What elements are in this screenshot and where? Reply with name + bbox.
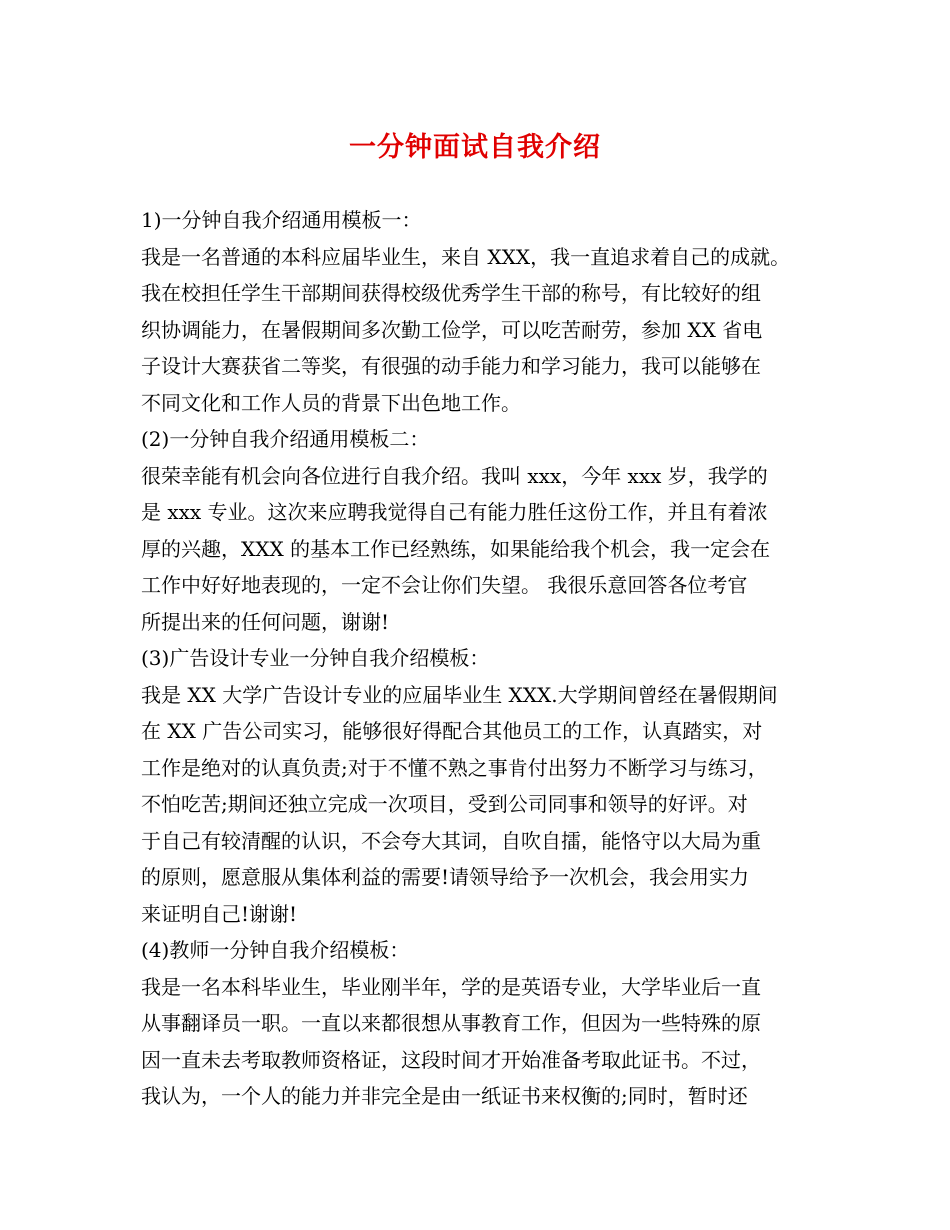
document-body	[141, 202, 831, 1115]
body-line: 于自己有较清醒的认识，不会夸大其词，自吹自擂，能恪守以大局为重	[141, 828, 761, 853]
body-line: 子设计大赛获省二等奖，有很强的动手能力和学习能力，我可以能够在	[141, 354, 761, 378]
body-line: 织协调能力，在暑假期间多次勤工俭学，可以吃苦耐劳，参加 XX 省电	[141, 317, 763, 342]
body-line: 工作中好好地表现的，一定不会让你们失望。 我很乐意回答各位考官	[141, 573, 748, 597]
body-line: 1)一分钟自我介绍通用模板一：	[141, 208, 422, 232]
body-line: 很荣幸能有机会向各位进行自我介绍。我叫 xxx，今年 xxx 岁，我学的	[141, 463, 768, 488]
body-line: 来证明自己!谢谢!	[141, 901, 298, 926]
body-line: 是 xxx 专业。这次来应聘我觉得自己有能力胜任这份工作，并且有着浓	[141, 500, 768, 524]
body-line: 不同文化和工作人员的背景下出色地工作。	[141, 390, 521, 415]
body-line: 因一直未去考取教师资格证，这段时间才开始准备考取此证书。不过，	[141, 1047, 761, 1072]
body-line: 所提出来的任何问题，谢谢!	[141, 609, 390, 634]
body-line: (2)一分钟自我介绍通用模板二：	[141, 427, 430, 451]
body-line: 我在校担任学生干部期间获得校级优秀学生干部的称号，有比较好的组	[141, 281, 761, 305]
body-line: 的原则，愿意服从集体利益的需要!请领导给予一次机会，我会用实力	[141, 865, 750, 889]
body-line: 在 XX 广告公司实习，能够很好得配合其他员工的工作，认真踏实，对	[141, 719, 763, 743]
body-line: 我是 XX 大学广告设计专业的应届毕业生 XXX.大学期间曾经在暑假期间	[141, 682, 778, 707]
body-line: (4)教师一分钟自我介绍模板：	[141, 938, 410, 962]
body-line: 我认为，一个人的能力并非完全是由一纸证书来权衡的;同时，暂时还	[141, 1084, 748, 1108]
body-line: 从事翻译员一职。一直以来都很想从事教育工作，但因为一些特殊的原	[141, 1011, 761, 1035]
document-title: 一分钟面试自我介绍	[349, 132, 601, 163]
body-line: 厚的兴趣，XXX 的基本工作已经熟练，如果能给我个机会，我一定会在	[141, 536, 771, 561]
body-line: 我是一名本科毕业生，毕业刚半年，学的是英语专业，大学毕业后一直	[141, 974, 761, 999]
body-line: 我是一名普通的本科应届毕业生，来自 XXX，我一直追求着自己的成就。	[141, 244, 791, 269]
body-line: (3)广告设计专业一分钟自我介绍模板：	[141, 646, 490, 670]
body-line: 工作是绝对的认真负责;对于不懂不熟之事肯付出努力不断学习与练习，	[141, 755, 768, 780]
body-line: 不怕吃苦;期间还独立完成一次项目，受到公司同事和领导的好评。对	[141, 792, 748, 816]
